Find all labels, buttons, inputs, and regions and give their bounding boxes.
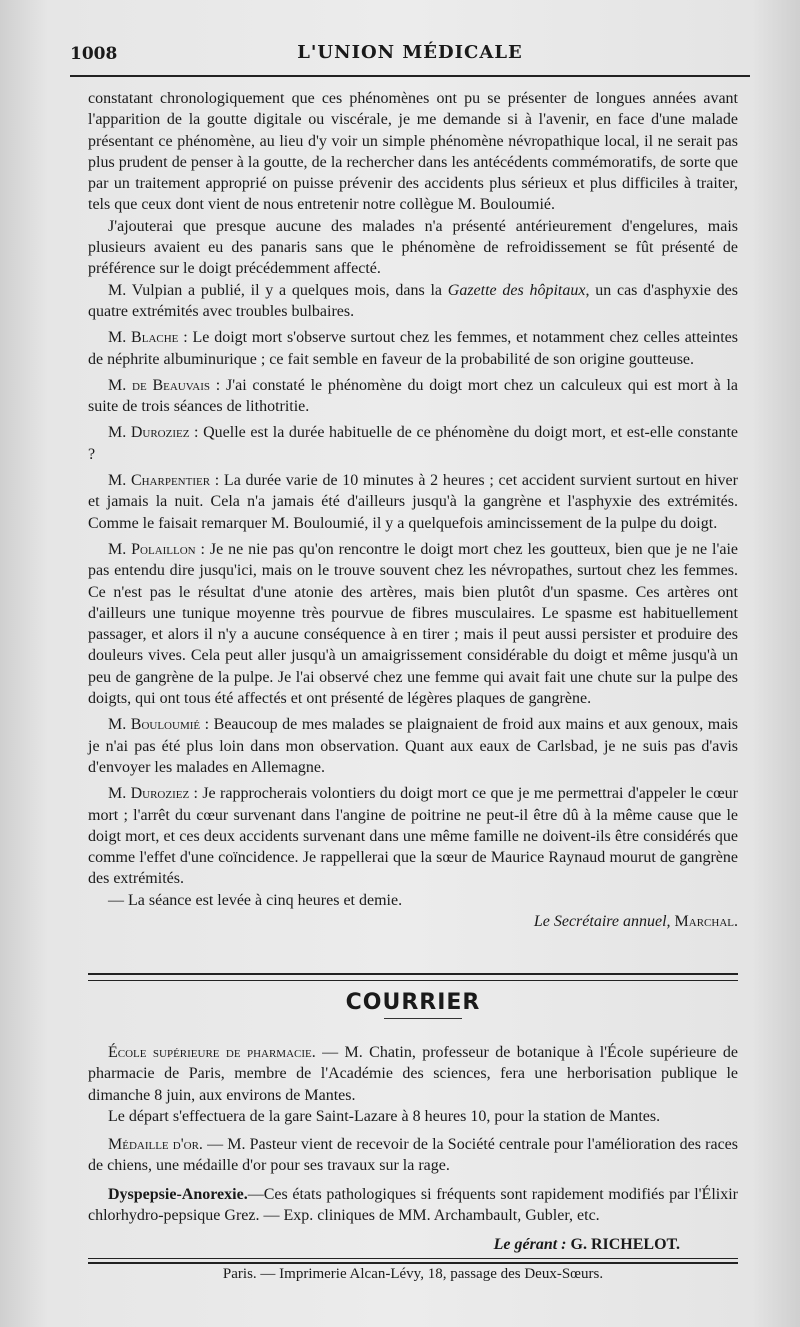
- departure-notice: Le départ s'effectuera de la gare Saint-Lazare à 8 heures 10, pour la station de Mantes.: [108, 1107, 661, 1125]
- charpentier-text: La durée varie de 10 minutes à 2 heures ; cet accident survient surtout en hiver et jamais la nuit. Cela n'a jamais été d'ailleurs jusqu'à la gangrène et l'asphyxie des extrémités. Comme le faisait remarquer M. Bouloumié, il y a quelquefois amincissement de la pulpe du doigt.: [88, 472, 738, 532]
- secretary-signature: [88, 911, 738, 932]
- speaker-de-beauvais: M. de Beauvais :: [108, 376, 221, 394]
- section-divider: [88, 973, 738, 981]
- duroziez-1-text: Quelle est la durée habituelle de ce phénomène du doigt mort, et est-elle constante ?: [88, 424, 738, 463]
- speaker-polaillon: M. Polaillon :: [108, 540, 205, 558]
- dyspepsia-lead: Dyspepsie-Anorexie.: [108, 1185, 248, 1203]
- manager-label: Le gérant :: [493, 1236, 567, 1253]
- medal-text: — M. Pasteur vient de recevoir de la Société centrale pour l'amélioration des races de chiens, une médaille d'or pour ses travaux sur la rage.: [88, 1136, 738, 1175]
- speaker-charpentier: M. Charpentier :: [108, 472, 220, 490]
- paragraph-duroziez-2: [88, 783, 738, 889]
- signature-label: Le Secrétaire annuel,: [533, 912, 671, 930]
- paragraph-duroziez-1: [88, 422, 738, 465]
- journal-title: L'UNION MÉDICALE: [297, 42, 523, 63]
- courrier-heading: COURRIER: [345, 990, 481, 1015]
- page-header: [70, 38, 750, 68]
- blache-text: Le doigt mort s'observe surtout chez les femmes, et notamment chez celles atteintes de néphrite albuminurique ; ce fait semble en faveur de la probabilité de son origine goutteuse.: [88, 329, 739, 368]
- speaker-blache: M. Blache :: [108, 329, 188, 347]
- paragraph-2: J'ajouterai que presque aucune des malades n'a présenté antérieurement d'engelures, mais plusieurs avaient eu des panaris sans que le phénomène de refroidissement se fût présenté de préférence sur le doigt précédemment affecté.: [88, 217, 738, 278]
- paragraph-blache: [88, 327, 738, 370]
- pharmacy-lead: École supérieure de pharmacie.: [108, 1044, 316, 1061]
- speaker-bouloumie: M. Bouloumié :: [108, 716, 210, 734]
- footer-rule-top: [88, 1258, 738, 1259]
- gazette-title: Gazette des hôpitaux: [447, 281, 586, 299]
- dyspepsia-text: —Ces états pathologiques si fréquents sont rapidement modifiés par l'Élixir chlorhydro-pepsique Grez. — Exp. cliniques de MM. Archambault, Gubler, etc.: [88, 1185, 738, 1225]
- paragraph-1: constatant chronologiquement que ces phénomènes ont pu se présenter de longues années avant l'apparition de la goutte digitale ou viscérale, je me demande si à l'avenir, en face d'une malade présentant ce phénomène, au lieu d'y voir un simple phénomène névropathique local, il ne serait pas plus prudent de penser à la goutte, de la rechercher dans les antécédents commémoratifs, de sorte que par un traitement approprié on puisse prévenir des accidents plus sérieux et plus difficiles à traiter, tels que ceux dont vient de nous entretenir notre collègue M. Bouloumié.: [88, 90, 738, 214]
- paragraph-de-beauvais: [88, 375, 738, 418]
- pharmacy-text: — M. Chatin, professeur de botanique à l'École supérieure de pharmacie de Paris, membre de l'Académie des sciences, fera une herborisation publique le dimanche 8 juin, aux environs de Mantes.: [88, 1044, 739, 1104]
- article-body: [88, 88, 738, 932]
- paragraph-3: [88, 280, 738, 323]
- medal-notice: [88, 1134, 738, 1177]
- page-number: 1008: [70, 44, 118, 64]
- session-closing: — La séance est levée à cinq heures et demie.: [108, 891, 403, 909]
- speaker-duroziez-1: M. Duroziez :: [108, 424, 199, 442]
- bouloumie-text: Beaucoup de mes malades se plaignaient de froid aux mains et aux genoux, mais je n'ai pas été plus loin dans mon observation. Quant aux eaux de Carlsbad, je ne suis pas d'avis d'envoyer les malades en Allemagne.: [88, 716, 738, 776]
- manager-name: G. RICHELOT.: [570, 1236, 680, 1253]
- duroziez-2-text: Je rapprocherais volontiers du doigt mort ce que je me permettrai d'appeler le cœur mort ; l'arrêt du cœur survenant dans l'angine de poitrine ne peut-il être dû à la même cause que le doigt mort, et ces deux accidents survenant dans une même famille ne doivent-ils être considérés que comme l'effet d'une coïncidence. Je rappellerai que la sœur de Maurice Raynaud mourut de gangrène des extrémités.: [88, 785, 739, 888]
- courrier-underline: [384, 1018, 462, 1019]
- footer-rule-bottom: [88, 1262, 738, 1264]
- paragraph-charpentier: [88, 470, 738, 534]
- medal-lead: Médaille d'or.: [108, 1136, 203, 1154]
- dyspepsia-advert: [88, 1184, 738, 1227]
- pharmacy-notice: [88, 1042, 738, 1106]
- de-beauvais-text: J'ai constaté le phénomène du doigt mort chez un calculeux qui est mort à la suite de trois séances de lithotritie.: [88, 376, 739, 416]
- manager-line: [88, 1236, 680, 1254]
- p3-text-after: , un cas d'asphyxie des quatre extrémités avec troubles bulbaires.: [88, 281, 738, 320]
- header-rule: [70, 75, 750, 77]
- p3-text-before: M. Vulpian a publié, il y a quelques mois, dans la: [108, 281, 448, 299]
- printer-imprint: Paris. — Imprimerie Alcan-Lévy, 18, passage des Deux-Sœurs.: [222, 1266, 604, 1282]
- paragraph-bouloumie: [88, 714, 738, 778]
- speaker-duroziez-2: M. Duroziez :: [108, 785, 198, 803]
- paragraph-polaillon: [88, 539, 738, 709]
- signature-name: Marchal.: [674, 912, 738, 930]
- polaillon-text: Je ne nie pas qu'on rencontre le doigt mort chez les goutteux, bien que je ne l'aie pas entendu dire jusqu'ici, mais on le trouve souvent chez les névropathes, surtout chez les femmes. Ce n'est pas le résultat d'une atonie des artères, mais bien plutôt d'un spasme. Ces artères ont d'ailleurs une tunique moyenne très pourvue de fibres musculaires. Le spasme est habituellement passager, et alors il n'y a aucune conséquence à en tirer ; mais il peut aussi persister et produire des douleurs vives. Cela peut aller jusqu'à un amaigrissement considérable du doigt et même jusqu'à un peu de gangrène de la pulpe. Je l'ai observé chez une femme qui avait fait une chute sur la pulpe des doigts, qui ont tous été affectés et ont présenté de légères plaques de gangrène.: [88, 540, 738, 708]
- courrier-body: [88, 1042, 738, 1226]
